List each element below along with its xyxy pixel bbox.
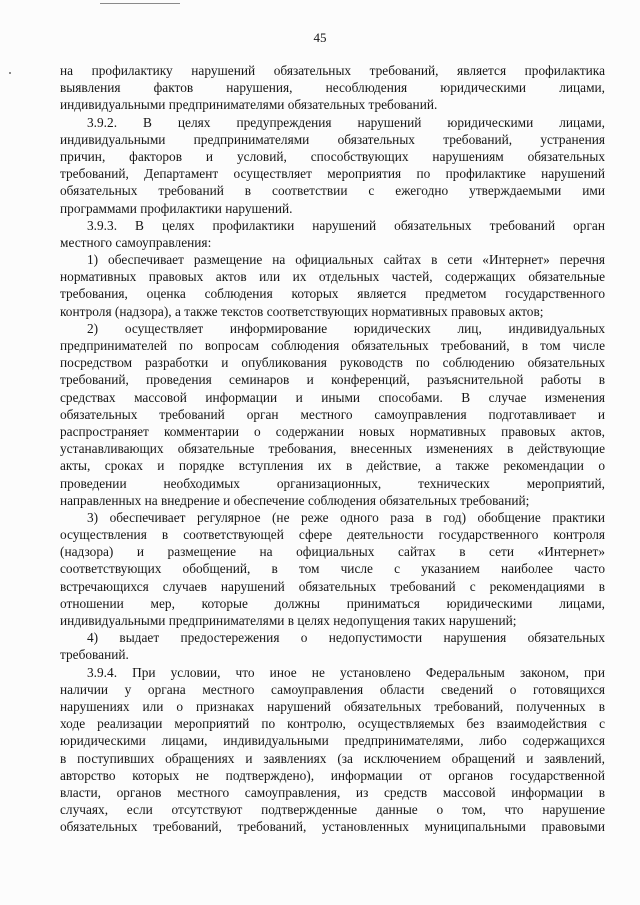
text-line: контроля (надзора), а также текстов соответствующих нормативных правовых актов; <box>60 303 544 319</box>
text-line: власти, органов местного самоуправления, из средств массовой информации в <box>60 784 605 800</box>
text-line: 4) выдает предостережения о недопустимости нарушения обязательных <box>87 630 605 646</box>
text-line: случаях, если отсутствуют подтвержденные данные о том, что нарушение <box>60 802 605 818</box>
text-line: обязательных требований в соответствии с ежегодно утверждаемыми ими <box>60 183 605 199</box>
text-line: устанавливающих обязательные требования, внесенных изменениях в действующие <box>60 441 605 457</box>
text-line: направленных на внедрение и обеспечение соблюдения обязательных требований; <box>60 492 530 508</box>
scan-artifact <box>100 3 180 4</box>
text-line: 3) обеспечивает регулярное (не реже одного раза в год) обобщение практики <box>87 509 605 525</box>
text-line: местного самоуправления: <box>60 234 212 250</box>
document-body <box>60 62 605 835</box>
text-line: акты, сроках и порядке вступления их в действие, а также рекомендации о <box>60 458 605 474</box>
text-line: 3.9.3. В целях профилактики нарушений обязательных требований орган <box>87 217 605 233</box>
text-line: нормативных правовых актов или их отдельных частей, содержащих обязательные <box>60 269 605 285</box>
text-line: отношении мер, которые должны приниматься юридическими лицами, <box>60 595 605 611</box>
text-line: индивидуальными предпринимателями обязательных требований. <box>60 97 438 113</box>
text-line: авторство которых не подтверждено), информации от органов государственной <box>60 767 605 783</box>
text-line: требований, Департамент осуществляет мероприятия по профилактике нарушений <box>60 166 605 182</box>
text-line: встречающихся случаев нарушений обязательных требований с рекомендациями в <box>60 578 605 594</box>
text-line: программами профилактики нарушений. <box>60 200 293 216</box>
text-line: требования, оценка соблюдения которых является предметом государственного <box>60 286 605 302</box>
text-line: соответствующих обобщений, в том числе с указанием наиболее часто <box>60 561 605 577</box>
text-line: требований, проведения семинаров и конференций, разъяснительной работы в <box>60 372 605 388</box>
text-line: предпринимателей по вопросам соблюдения обязательных требований, в том числе <box>60 338 605 353</box>
text-line: 2) осуществляет информирование юридических лиц, индивидуальных <box>87 320 605 336</box>
text-line: причин, факторов и условий, способствующих нарушениям обязательных <box>60 148 605 164</box>
text-line: ходе реализации мероприятий по контролю, осуществляемых без взаимодействия с <box>60 716 605 732</box>
text-line: распространяет комментарии о содержании новых нормативных правовых актов, <box>60 423 605 439</box>
text-line: обязательных требований орган местного самоуправления подготавливает и <box>60 406 605 422</box>
text-line: индивидуальными предпринимателями в целях недопущения таких нарушений; <box>60 613 517 628</box>
text-line: средствах массовой информации и иными способами. В случае изменения <box>60 389 605 405</box>
text-line: индивидуальными предпринимателями обязательных требований, устранения <box>60 131 605 147</box>
text-line: выявления фактов нарушения, несоблюдения юридическими лицами, <box>60 80 605 96</box>
text-line: 3.9.4. При условии, что иное не установлено Федеральным законом, при <box>87 664 605 680</box>
scan-artifact <box>9 72 11 74</box>
text-line: посредством разработки и опубликования руководств по соблюдению обязательных <box>60 355 605 371</box>
text-line: обязательных требований, требований, установленных муниципальными правовыми <box>60 819 605 835</box>
page-number: 45 <box>313 30 327 45</box>
text-line: на профилактику нарушений обязательных требований, является профилактика <box>60 63 605 78</box>
text-line: юридическими лицами, индивидуальными предпринимателями, либо содержащихся <box>60 733 605 749</box>
text-line: 3.9.2. В целях предупреждения нарушений юридическими лицами, <box>87 114 605 130</box>
text-line: (надзора) и размещение на официальных сайтах в сети «Интернет» <box>60 544 605 560</box>
text-line: требований. <box>60 647 129 663</box>
text-line: проведении необходимых организационных, технических мероприятий, <box>60 475 605 491</box>
text-line: осуществления в соответствующей сфере деятельности государственного контроля <box>60 527 605 543</box>
text-line: в поступивших обращениях и заявлениях (за исключением обращений и заявлений, <box>60 750 605 766</box>
text-line: наличии у органа местного самоуправления области сведений о готовящихся <box>60 681 605 697</box>
text-line: нарушениях или о признаках нарушений обязательных требований, полученных в <box>60 698 605 714</box>
text-line: 1) обеспечивает размещение на официальных сайтах в сети «Интернет» перечня <box>87 252 605 268</box>
